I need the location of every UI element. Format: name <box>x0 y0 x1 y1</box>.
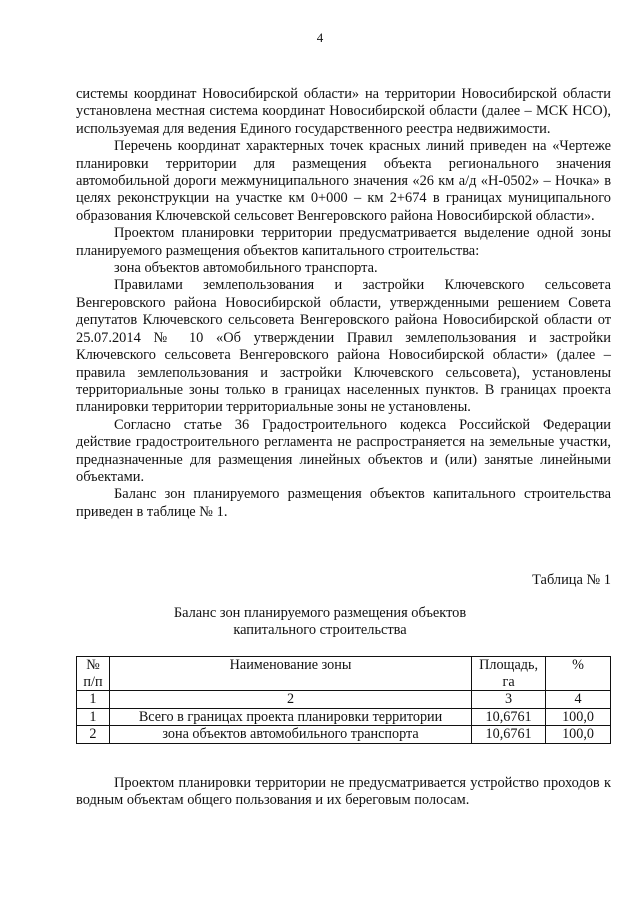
cell-area: 3 <box>472 691 546 709</box>
cell-zone-name: 2 <box>109 691 471 709</box>
table-row <box>77 708 611 726</box>
table-row <box>77 726 611 744</box>
cell-zone-name: зона объектов автомобильного транспорта <box>109 726 471 744</box>
paragraph-6: Согласно статье 36 Градостроительного кодекса Российской Федерации действие градостроительного регламента не распространяется на земельные участки, предназначенные для размещения линейных объектов и (или) занятые линейными объектами. <box>76 416 611 485</box>
table-header-row <box>77 657 611 691</box>
header-zone-name: Наименование зоны <box>109 657 471 691</box>
cell-zone-name: Всего в границах проекта планировки территории <box>109 708 471 726</box>
cell-number: 1 <box>77 708 110 726</box>
paragraph-5: Правилами землепользования и застройки Ключевского сельсовета Венгеровского района Новосибирской области, утвержденными решением Совета депутатов Ключевского сельсовета Венгеровского района Новосибирской области от 25.07.2014 № 10 «Об утверждении Правил землепользования и застройки Ключевского сельсовета Венгеровского района Новосибирской области» (далее – правила землепользования и застройки Ключевского сельсовета), установлены территориальные зоны только в границах населенных пунктов. В границах проекта планировки территории территориальные зоны не установлены. <box>76 277 611 416</box>
closing-paragraph: Проектом планировки территории не предусматривается устройство проходов к водным объектам общего пользования и их береговым полосам. <box>76 775 611 809</box>
table-title <box>0 605 640 640</box>
table-row <box>77 691 611 709</box>
cell-area: 10,6761 <box>472 726 546 744</box>
cell-percent: 4 <box>546 691 611 709</box>
cell-area: 10,6761 <box>472 708 546 726</box>
paragraph-7: Баланс зон планируемого размещения объектов капитального строительства приведен в таблице № 1. <box>76 486 611 520</box>
page-number: 4 <box>316 30 324 45</box>
paragraph-3: Проектом планировки территории предусматривается выделение одной зоны планируемого размещения объектов капитального строительства: <box>76 225 611 259</box>
paragraph-2: Перечень координат характерных точек красных линий приведен на «Чертеже планировки территории для размещения объекта регионального значения автомобильной дороги межмуниципального значения «26 км а/д «Н-0502» – Ночка» в целях реконструкции на участке км 0+000 – км 2+674 в границах муниципального образования Ключевской сельсовет Венгеровского района Новосибирской области». <box>76 138 611 224</box>
cell-percent: 100,0 <box>546 726 611 744</box>
cell-number: 1 <box>77 691 110 709</box>
balance-table <box>76 656 611 744</box>
table-title-line-1: Баланс зон планируемого размещения объектов <box>173 605 467 621</box>
paragraph-4: зона объектов автомобильного транспорта. <box>114 260 378 277</box>
body-text <box>76 86 611 521</box>
paragraph-1: системы координат Новосибирской области» на территории Новосибирской области установлена местная система координат Новосибирской области (далее – МСК НСО), используемая для ведения Единого государственного реестра недвижимости. <box>76 86 611 137</box>
table-label: Таблица № 1 <box>532 572 611 588</box>
cell-number: 2 <box>77 726 110 744</box>
header-area: Площадь, га <box>472 657 546 691</box>
header-number: № п/п <box>77 657 110 691</box>
header-percent: % <box>546 657 611 691</box>
closing-text <box>76 775 611 810</box>
cell-percent: 100,0 <box>546 708 611 726</box>
table-title-line-2: капитального строительства <box>233 622 407 639</box>
